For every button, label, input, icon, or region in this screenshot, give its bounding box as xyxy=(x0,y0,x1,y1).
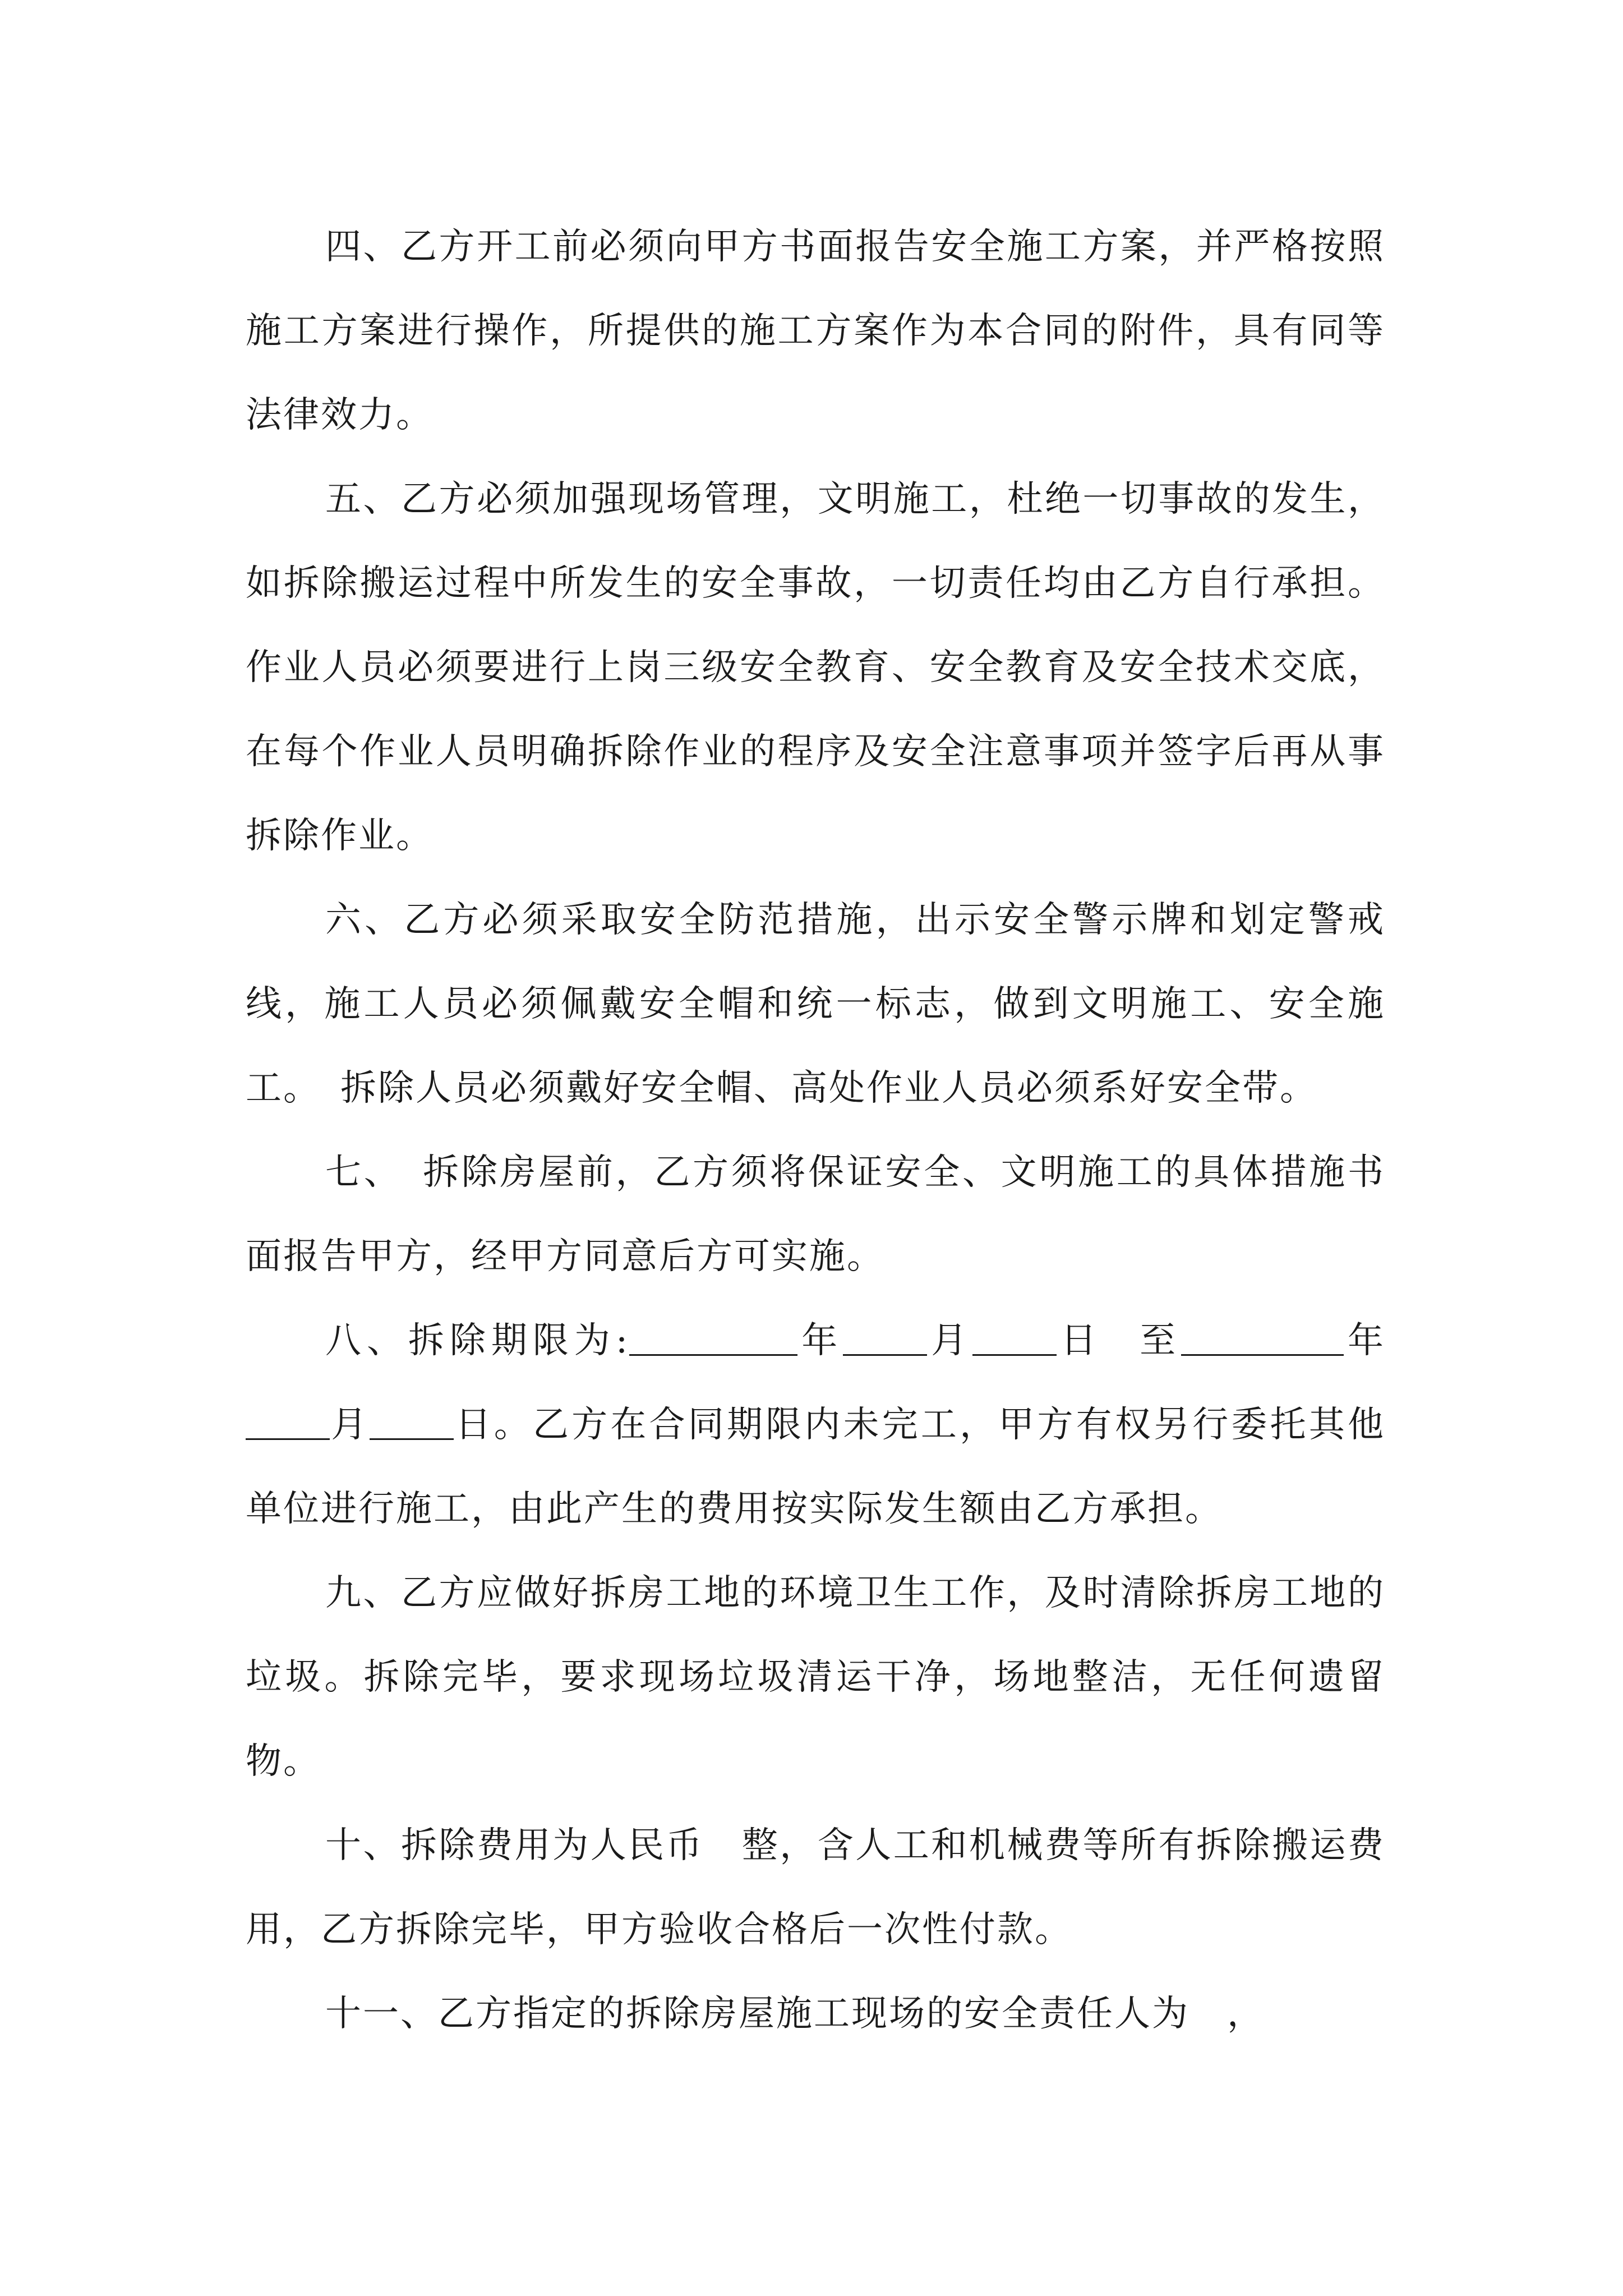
clause-8-rest: 。乙方在合同期限内未完工，甲方有权另行委托其他单位进行施工，由此产生的费用按实际发生额由乙方承担。 xyxy=(246,1404,1386,1530)
start-day-label: 日 xyxy=(1057,1320,1103,1361)
clause-9: 九、乙方应做好拆房工地的环境卫生工作，及时清除拆房工地的垃圾。拆除完毕，要求现场垃圾清运干净，场地整洁，无任何遗留物。 xyxy=(246,1572,1385,1782)
end-day-label: 日 xyxy=(454,1404,494,1446)
clause-4: 四、乙方开工前必须向甲方书面报告安全施工方案，并严格按照施工方案进行操作，所提供的施工方案作为本合同的附件，具有同等法律效力。 xyxy=(246,226,1385,436)
clause-8 xyxy=(246,1299,1385,1551)
end-year-label: 年 xyxy=(1344,1320,1386,1361)
clause-11: 十一、乙方指定的拆除房屋施工现场的安全责任人为 ， xyxy=(325,1993,1265,2035)
to-label: 至 xyxy=(1136,1320,1182,1361)
clause-7: 七、 拆除房屋前，乙方须将保证安全、文明施工的具体措施书面报告甲方，经甲方同意后方可实施。 xyxy=(246,1152,1385,1277)
clause-10: 十、拆除费用为人民币 整，含人工和机械费等所有拆除搬运费用，乙方拆除完毕，甲方验收合格后一次性付款。 xyxy=(246,1825,1385,1950)
end-month-blank xyxy=(246,1402,330,1440)
start-day-blank xyxy=(972,1318,1057,1356)
end-day-blank xyxy=(370,1402,454,1440)
start-year-blank xyxy=(629,1318,797,1356)
clause-8-prefix: 八、拆除期限为: xyxy=(325,1320,630,1361)
end-month-label: 月 xyxy=(330,1404,370,1446)
start-month-blank xyxy=(843,1318,927,1356)
document-body xyxy=(246,205,1385,2056)
start-year-label: 年 xyxy=(797,1320,843,1361)
clause-5: 五、乙方必须加强现场管理，文明施工，杜绝一切事故的发生，如拆除搬运过程中所发生的安全事故，一切责任均由乙方自行承担。作业人员必须要进行上岗三级安全教育、安全教育及安全技术交底，在每个作业人员明确拆除作业的程序及安全注意事项并签字后再从事拆除作业。 xyxy=(246,478,1385,857)
end-year-blank xyxy=(1181,1318,1344,1356)
start-month-label: 月 xyxy=(927,1320,973,1361)
clause-6: 六、乙方必须采取安全防范措施，出示安全警示牌和划定警戒线，施工人员必须佩戴安全帽和统一标志，做到文明施工、安全施工。 拆除人员必须戴好安全帽、高处作业人员必须系好安全带。 xyxy=(246,899,1385,1109)
